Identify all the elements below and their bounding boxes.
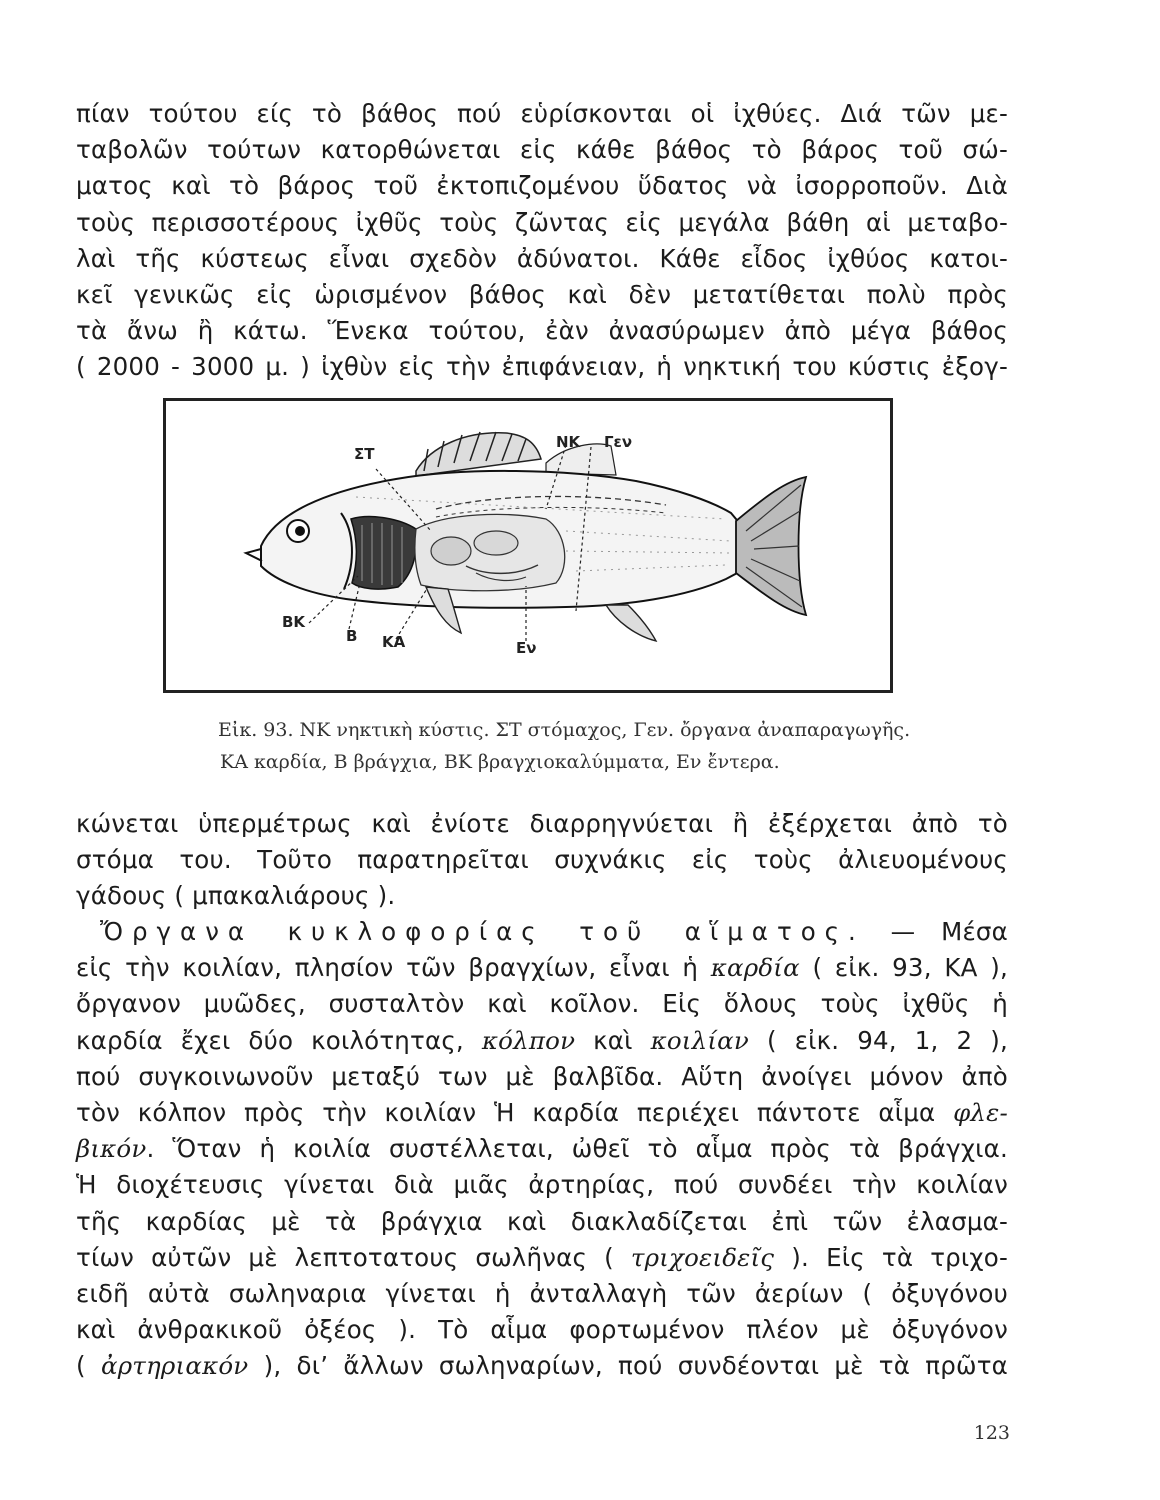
text-line <box>76 914 1008 950</box>
text-line: καὶ ἀνθρακικοῦ ὀξέος ). Τὸ αἷμα φορτωμένον πλέον μὲ ὀξυγόνον <box>76 1315 1008 1345</box>
paragraph-swim-bladder <box>76 96 1008 386</box>
term-ventricle: κοιλίαν <box>650 1025 749 1055</box>
label-stomach: ΣΤ <box>354 445 375 463</box>
text-line: τὰ ἄνω ἢ κάτω. Ἕνεκα τούτου, ἐὰν ἀνασύρωμεν ἀπὸ μέγα βάθος <box>76 316 1008 346</box>
figure-caption <box>218 714 998 778</box>
text-line <box>76 1240 1008 1276</box>
text-segment: τὸν κόλπον πρὸς τὴν κοιλίαν Ἡ καρδία περιέχει πάντοτε αἷμα <box>76 1098 954 1128</box>
label-gill-covers: ΒΚ <box>282 613 306 631</box>
text-segment: ( <box>76 1351 101 1381</box>
text-line: κεῖ γενικῶς εἰς ὡρισμένον βάθος καὶ δὲν μετατίθεται πολὺ πρὸς <box>76 280 1008 310</box>
text-line <box>76 1023 1008 1059</box>
text-segment: καρδία ἔχει δύο κοιλότητας, <box>76 1025 482 1055</box>
paragraph-bladder-continued <box>76 806 1008 915</box>
text-line: Ἡ διοχέτευσις γίνεται διὰ μιᾶς ἀρτηρίας, πού συνδέει τὴν κοιλίαν <box>76 1170 1008 1200</box>
text-segment: . Ὅταν ἡ κοιλία συστέλλεται, ὠθεῖ τὸ αἷμα πρὸς τὰ βράγχια. <box>146 1134 1008 1164</box>
paragraph-circulatory <box>76 914 1008 1385</box>
term-heart: καρδία <box>710 953 800 983</box>
caption-line: ΚΑ καρδία, Β βράγχια, ΒΚ βραγχιοκαλύμματα, Εν ἔντερα. <box>220 751 780 773</box>
term-venous: φλε- <box>953 1098 1008 1128</box>
section-heading: Ὄργανα κυκλοφορίας τοῦ αἵματος. <box>100 917 865 946</box>
term-capillaries: τριχοειδεῖς <box>630 1242 775 1272</box>
text-line: λαὶ τῆς κύστεως εἶναι σχεδὸν ἀδύνατοι. Κάθε εἶδος ἰχθύος κατοι- <box>76 243 1008 273</box>
text-segment: καὶ <box>575 1025 651 1055</box>
text-line: ειδῆ αὐτὰ σωληναρια γίνεται ἡ ἀνταλλαγὴ τῶν ἀερίων ( ὀξυγόνου <box>76 1279 1008 1309</box>
text-line: τῆς καρδίας μὲ τὰ βράγχια καὶ διακλαδίζεται ἐπὶ τῶν ἐλασμα- <box>76 1206 1008 1236</box>
text-line: τοὺς περισσοτέρους ἰχθῦς τοὺς ζῶντας εἰς μεγάλα βάθη αἱ μεταβο- <box>76 207 1008 237</box>
term-venous-end: βικόν <box>76 1134 147 1164</box>
text-line: ( 2000 - 3000 μ. ) ἰχθὺν εἰς τὴν ἐπιφάνειαν, ἡ νηκτική του κύστις ἐξογ- <box>76 352 1008 382</box>
text-segment: ( εἰκ. 94, 1, 2 ), <box>749 1025 1008 1055</box>
text-line <box>76 1348 1008 1384</box>
text-line: κώνεται ὑπερμέτρως καὶ ἐνίοτε διαρρηγνύεται ἢ ἐξέρχεται ἀπὸ τὸ <box>76 809 1008 838</box>
text-segment: ( εἰκ. 93, ΚΑ ), <box>799 953 1008 983</box>
text-line: πού συγκοινωνοῦν μεταξύ των μὲ βαλβῖδα. Αὕτη ἀνοίγει μόνον ἀπὸ <box>76 1061 1008 1091</box>
term-arterial: ἀρτηριακόν <box>100 1351 249 1381</box>
heading-dash: — Μέσα <box>864 917 1008 946</box>
text-line <box>76 950 1008 986</box>
text-line: γάδους ( μπακαλιάρους ). <box>76 881 396 911</box>
term-atrium: κόλπον <box>481 1025 576 1055</box>
label-swim-bladder: ΝΚ <box>556 433 581 451</box>
text-line: στόμα του. Τοῦτο παρατηρεῖται συχνάκις εἰς τοὺς ἀλιευομένους <box>76 845 1008 875</box>
label-heart: ΚΑ <box>382 633 406 651</box>
text-line <box>76 1095 1008 1131</box>
caption-line: Εἰκ. 93. ΝΚ νηκτικὴ κύστις. ΣΤ στόμαχος, Γεν. ὄργανα ἀναπαραγωγῆς. <box>218 719 911 741</box>
text-segment: τίων αὐτῶν μὲ λεπτοτατους σωλῆνας ( <box>76 1242 631 1272</box>
text-segment: ). Εἰς τὰ τριχο- <box>774 1242 1008 1272</box>
fish-anatomy-figure <box>163 398 893 693</box>
text-segment: εἰς τὴν κοιλίαν, πλησίον τῶν βραγχίων, εἶναι ἡ <box>76 953 711 983</box>
label-gills: Β <box>346 627 358 645</box>
text-line <box>76 1131 1008 1167</box>
text-line: ὄργανον μυῶδες, συσταλτὸν καὶ κοῖλον. Εἰς ὅλους τοὺς ἰχθῦς ἡ <box>76 989 1008 1019</box>
label-intestine: Εν <box>516 639 537 657</box>
text-line: πίαν τούτου είς τὸ βάθος πού εὑρίσκονται οἱ ἰχθύες. Διά τῶν με- <box>76 99 1008 128</box>
label-reproductive-organs: Γεν <box>604 433 633 451</box>
text-segment: ), δι’ ἄλλων σωληναρίων, πού συνδέονται μὲ τὰ πρῶτα <box>248 1351 1008 1381</box>
page-number: 123 <box>973 1422 1010 1444</box>
text-line: ταβολῶν τούτων κατορθώνεται εἰς κάθε βάθος τὸ βάρος τοῦ σώ- <box>76 135 1008 165</box>
text-line: ματος καὶ τὸ βάρος τοῦ ἐκτοπιζομένου ὕδατος νὰ ἰσορροποῦν. Διὰ <box>76 171 1008 201</box>
